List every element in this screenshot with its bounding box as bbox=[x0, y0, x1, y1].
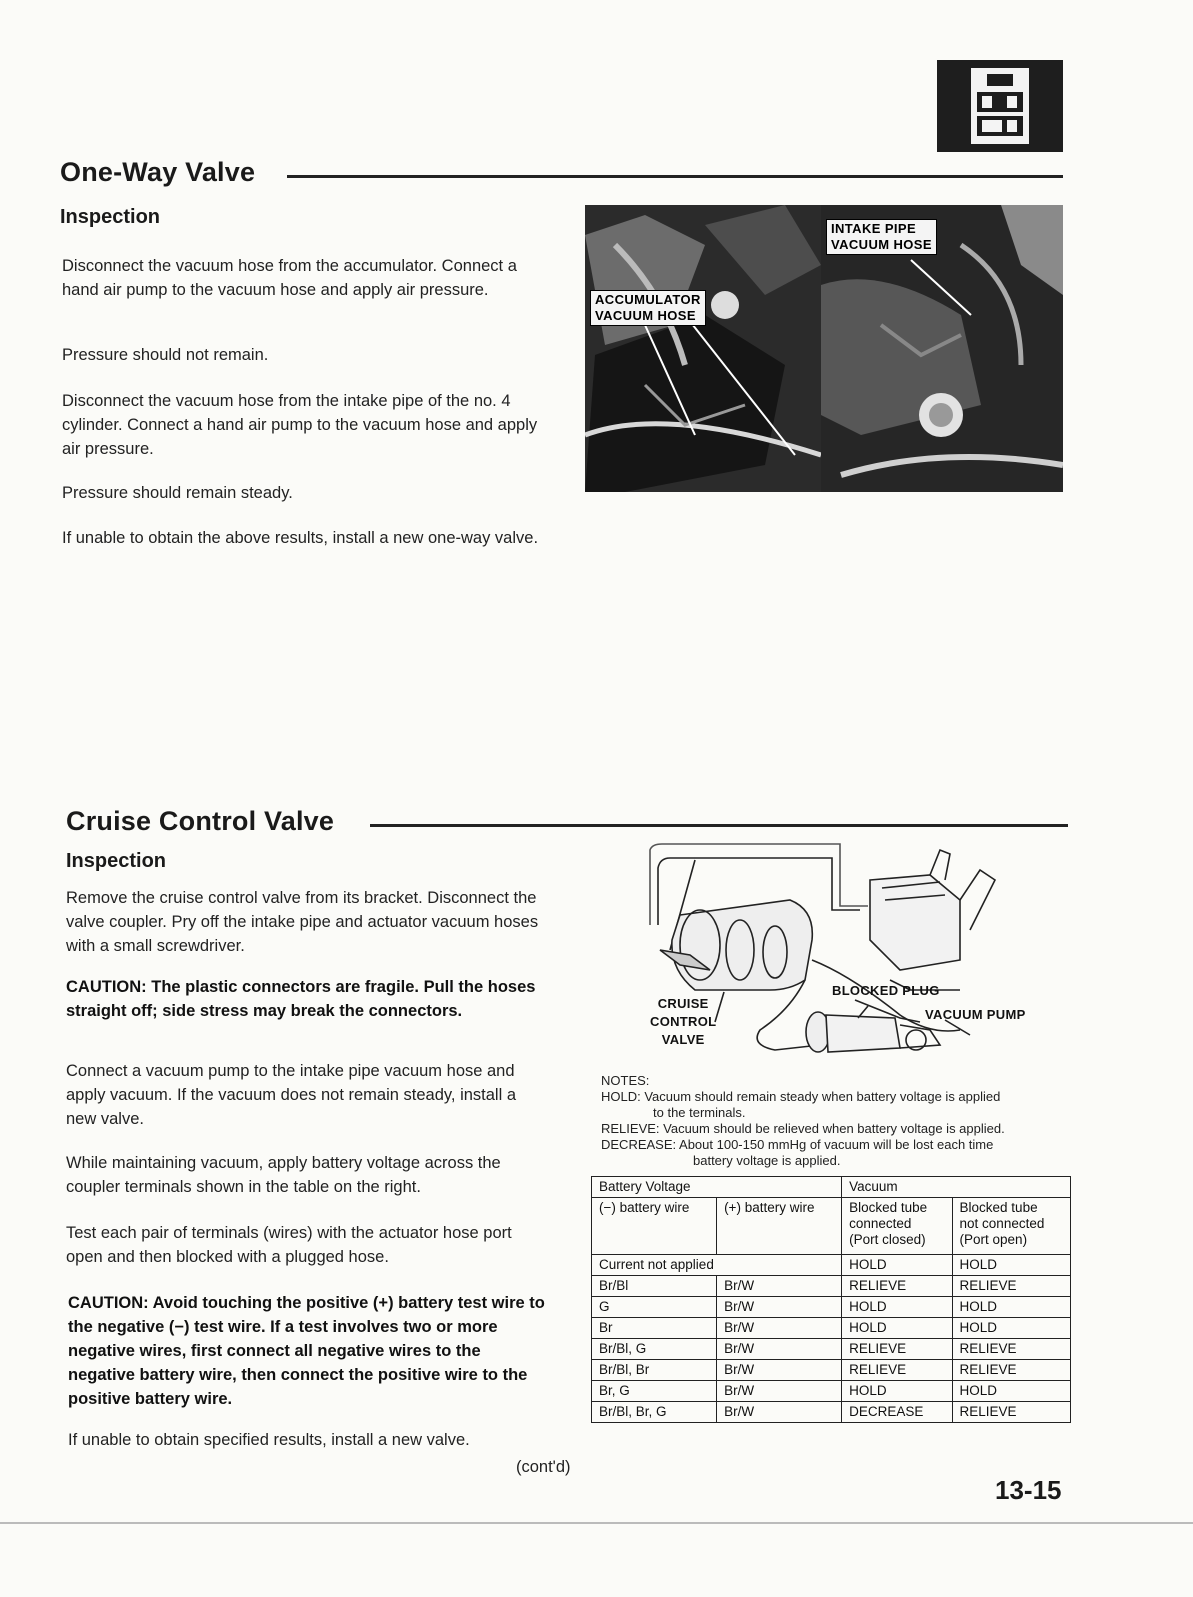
title-rule bbox=[287, 175, 1063, 178]
table-group-header bbox=[592, 1177, 1071, 1198]
contd-label: (cont'd) bbox=[516, 1458, 571, 1476]
cell: Br/W bbox=[717, 1297, 842, 1318]
cell: Br/W bbox=[717, 1318, 842, 1339]
note-decrease-cont: battery voltage is applied. bbox=[693, 1153, 841, 1168]
notes-heading: NOTES: bbox=[601, 1073, 650, 1088]
cell: Br/W bbox=[717, 1402, 842, 1423]
group-battery-voltage: Battery Voltage bbox=[592, 1177, 842, 1198]
title-rule bbox=[370, 824, 1068, 827]
cell: RELIEVE bbox=[842, 1339, 952, 1360]
cell: RELIEVE bbox=[952, 1402, 1070, 1423]
cell-current-not-applied: Current not applied bbox=[592, 1255, 842, 1276]
table-row bbox=[592, 1402, 1071, 1423]
table-row bbox=[592, 1318, 1071, 1339]
callout-line: VACUUM HOSE bbox=[831, 237, 932, 252]
cell: RELIEVE bbox=[842, 1276, 952, 1297]
table-row bbox=[592, 1360, 1071, 1381]
label-line: VALVE bbox=[661, 1032, 705, 1047]
cell: DECREASE bbox=[842, 1402, 952, 1423]
cell: Br/Bl bbox=[592, 1276, 717, 1297]
cell: Br/W bbox=[717, 1381, 842, 1402]
paragraph: If unable to obtain the above results, install a new one-way valve. bbox=[62, 529, 539, 547]
callout-intake-pipe-vacuum-hose bbox=[826, 219, 937, 255]
page-number: 13-15 bbox=[995, 1475, 1062, 1505]
cell: Br/Bl, Br bbox=[592, 1360, 717, 1381]
col-port-closed bbox=[842, 1198, 952, 1255]
notes-block bbox=[601, 1073, 1081, 1169]
header-line: Blocked tube bbox=[959, 1200, 1038, 1215]
photo-accumulator-hose bbox=[585, 205, 821, 492]
group-vacuum: Vacuum bbox=[842, 1177, 1071, 1198]
table-column-header bbox=[592, 1198, 1071, 1255]
cell: HOLD bbox=[952, 1297, 1070, 1318]
section-tab-icon bbox=[937, 60, 1063, 152]
caution-connectors: CAUTION: The plastic connectors are fragile. Pull the hoses straight off; side stress may break the connectors. bbox=[66, 978, 536, 1020]
table-row bbox=[592, 1339, 1071, 1360]
cell: HOLD bbox=[842, 1255, 952, 1276]
cell: G bbox=[592, 1297, 717, 1318]
cell: HOLD bbox=[842, 1381, 952, 1402]
section-title-cruise-control-valve: Cruise Control Valve bbox=[66, 806, 335, 836]
paragraph: Connect a vacuum pump to the intake pipe vacuum hose and apply vacuum. If the vacuum does not remain steady, install a new valve. bbox=[66, 1062, 517, 1128]
cell: RELIEVE bbox=[952, 1276, 1070, 1297]
cruise-valve-test-diagram bbox=[600, 840, 1060, 1070]
cell: HOLD bbox=[842, 1297, 952, 1318]
table-row bbox=[592, 1297, 1071, 1318]
subtitle-inspection: Inspection bbox=[66, 850, 167, 872]
header-line: (Port closed) bbox=[849, 1232, 926, 1247]
label-blocked-plug: BLOCKED PLUG bbox=[832, 983, 940, 998]
label-cruise-control-valve bbox=[650, 995, 716, 1049]
cell: HOLD bbox=[952, 1381, 1070, 1402]
cell: Br, G bbox=[592, 1381, 717, 1402]
paragraph: Pressure should not remain. bbox=[62, 346, 269, 364]
callout-line: ACCUMULATOR bbox=[595, 292, 701, 307]
paragraph: Disconnect the vacuum hose from the intake pipe of the no. 4 cylinder. Connect a hand air pump to the vacuum hose and apply air pressure. bbox=[62, 392, 538, 458]
cell: HOLD bbox=[952, 1255, 1070, 1276]
cell: RELIEVE bbox=[842, 1360, 952, 1381]
cell: HOLD bbox=[842, 1318, 952, 1339]
label-vacuum-pump: VACUUM PUMP bbox=[925, 1007, 1026, 1022]
bottom-edge-rule bbox=[0, 1522, 1193, 1524]
cell: Br/W bbox=[717, 1360, 842, 1381]
note-decrease: DECREASE: About 100-150 mmHg of vacuum will be lost each time bbox=[601, 1137, 994, 1152]
cell: RELIEVE bbox=[952, 1339, 1070, 1360]
cell: HOLD bbox=[952, 1318, 1070, 1339]
photo-intake-pipe-hose bbox=[821, 205, 1063, 492]
cell: Br/W bbox=[717, 1339, 842, 1360]
paragraph: Remove the cruise control valve from its bracket. Disconnect the valve coupler. Pry off the intake pipe and actuator vacuum hoses with a small screwdriver. bbox=[66, 889, 539, 955]
note-hold-cont: to the terminals. bbox=[653, 1105, 746, 1120]
col-positive-wire: (+) battery wire bbox=[717, 1198, 842, 1255]
cell: Br bbox=[592, 1318, 717, 1339]
header-line: connected bbox=[849, 1216, 912, 1231]
table-row bbox=[592, 1381, 1071, 1402]
cell: Br/W bbox=[717, 1276, 842, 1297]
paragraph: Test each pair of terminals (wires) with the actuator hose port open and then blocked with a plugged hose. bbox=[66, 1224, 512, 1266]
caution-battery-wires: CAUTION: Avoid touching the positive (+) battery test wire to the negative (−) test wire. If a test involves two or more negative wires, first connect all negative wires to the negative battery wire, then connect the positive wire to the positive battery wire. bbox=[68, 1294, 545, 1408]
paragraph: Pressure should remain steady. bbox=[62, 484, 293, 502]
note-hold: HOLD: Vacuum should remain steady when battery voltage is applied bbox=[601, 1089, 1001, 1104]
label-line: CONTROL bbox=[650, 1014, 717, 1029]
cell: Br/Bl, Br, G bbox=[592, 1402, 717, 1423]
paragraph: Disconnect the vacuum hose from the accumulator. Connect a hand air pump to the vacuum hose and apply air pressure. bbox=[62, 257, 517, 299]
label-line: CRUISE bbox=[657, 996, 709, 1011]
subtitle-inspection: Inspection bbox=[60, 206, 161, 228]
cell: Br/Bl, G bbox=[592, 1339, 717, 1360]
table-row bbox=[592, 1255, 1071, 1276]
paragraph: While maintaining vacuum, apply battery voltage across the coupler terminals shown in the table on the right. bbox=[66, 1154, 501, 1196]
section-title-one-way-valve: One-Way Valve bbox=[60, 157, 256, 187]
callout-accumulator-vacuum-hose bbox=[590, 290, 706, 326]
paragraph: If unable to obtain specified results, install a new valve. bbox=[68, 1431, 470, 1449]
header-line: Blocked tube bbox=[849, 1200, 928, 1215]
header-line: (Port open) bbox=[959, 1232, 1028, 1247]
terminal-test-table bbox=[591, 1176, 1071, 1423]
callout-line: INTAKE PIPE bbox=[831, 221, 917, 236]
note-relieve: RELIEVE: Vacuum should be relieved when battery voltage is applied. bbox=[601, 1121, 1005, 1136]
col-negative-wire: (−) battery wire bbox=[592, 1198, 717, 1255]
header-line: not connected bbox=[959, 1216, 1045, 1231]
table-row bbox=[592, 1276, 1071, 1297]
col-port-open bbox=[952, 1198, 1070, 1255]
callout-line: VACUUM HOSE bbox=[595, 308, 696, 323]
cell: RELIEVE bbox=[952, 1360, 1070, 1381]
